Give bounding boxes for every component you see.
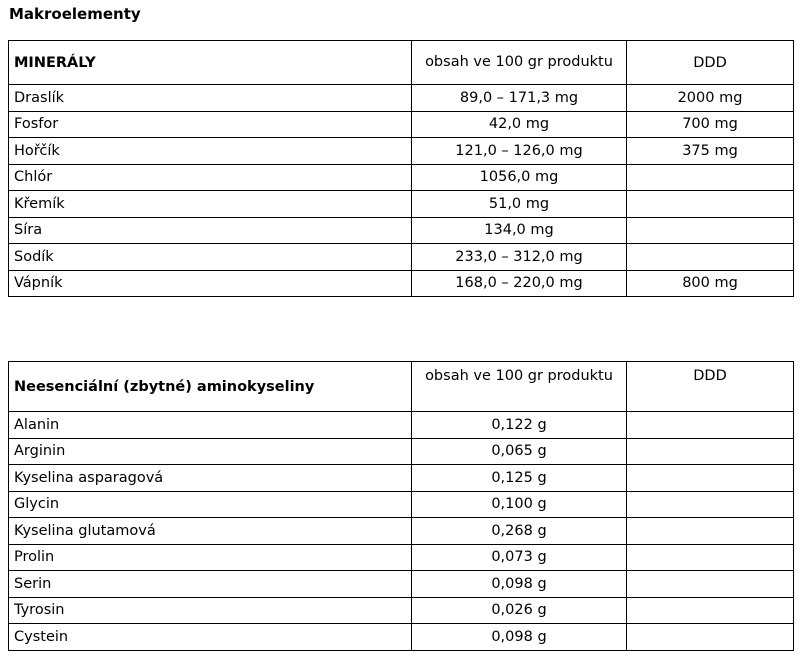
cell-ddd: 700 mg: [627, 111, 794, 138]
cell-name: Vápník: [9, 270, 412, 297]
cell-ddd: [627, 412, 794, 439]
cell-value: 89,0 – 171,3 mg: [412, 85, 627, 112]
cell-ddd: [627, 491, 794, 518]
table-row: [9, 571, 794, 598]
cell-value: 168,0 – 220,0 mg: [412, 270, 627, 297]
cell-ddd: [627, 164, 794, 191]
cell-ddd: [627, 191, 794, 218]
cell-name: Chlór: [9, 164, 412, 191]
cell-name: Draslík: [9, 85, 412, 112]
cell-name: Křemík: [9, 191, 412, 218]
cell-name: Hořčík: [9, 138, 412, 165]
table-row: [9, 491, 794, 518]
cell-ddd: [627, 244, 794, 271]
cell-name: Cystein: [9, 624, 412, 651]
cell-value: 51,0 mg: [412, 191, 627, 218]
cell-value: 134,0 mg: [412, 217, 627, 244]
cell-ddd: [627, 597, 794, 624]
aminoacids-table: [8, 361, 794, 651]
minerals-table: [8, 40, 794, 297]
cell-ddd: 375 mg: [627, 138, 794, 165]
table-row: [9, 270, 794, 297]
table-row: [9, 111, 794, 138]
cell-value: 233,0 – 312,0 mg: [412, 244, 627, 271]
cell-value: 0,098 g: [412, 624, 627, 651]
cell-name: Glycin: [9, 491, 412, 518]
cell-value: 42,0 mg: [412, 111, 627, 138]
cell-ddd: [627, 465, 794, 492]
column-header-ddd: DDD: [627, 41, 794, 85]
table-row: [9, 244, 794, 271]
table-row: [9, 217, 794, 244]
table-row: [9, 85, 794, 112]
cell-value: 1056,0 mg: [412, 164, 627, 191]
table-row: [9, 412, 794, 439]
table-row: [9, 518, 794, 545]
table-row: [9, 597, 794, 624]
cell-value: 0,100 g: [412, 491, 627, 518]
cell-name: Prolin: [9, 544, 412, 571]
cell-value: 0,268 g: [412, 518, 627, 545]
cell-ddd: 800 mg: [627, 270, 794, 297]
cell-value: 0,065 g: [412, 438, 627, 465]
table-header-row: [9, 362, 794, 412]
cell-ddd: [627, 624, 794, 651]
cell-name: Arginin: [9, 438, 412, 465]
cell-name: Síra: [9, 217, 412, 244]
table-row: [9, 191, 794, 218]
cell-value: 121,0 – 126,0 mg: [412, 138, 627, 165]
cell-ddd: 2000 mg: [627, 85, 794, 112]
table-row: [9, 138, 794, 165]
cell-value: 0,026 g: [412, 597, 627, 624]
cell-value: 0,073 g: [412, 544, 627, 571]
cell-ddd: [627, 438, 794, 465]
cell-name: Serin: [9, 571, 412, 598]
column-header-name: Neesenciální (zbytné) aminokyseliny: [9, 362, 412, 412]
column-header-content: obsah ve 100 gr produktu: [412, 41, 627, 85]
cell-value: 0,098 g: [412, 571, 627, 598]
cell-value: 0,125 g: [412, 465, 627, 492]
cell-ddd: [627, 544, 794, 571]
cell-ddd: [627, 571, 794, 598]
cell-value: 0,122 g: [412, 412, 627, 439]
cell-ddd: [627, 217, 794, 244]
table-row: [9, 164, 794, 191]
cell-name: Kyselina asparagová: [9, 465, 412, 492]
column-header-content: obsah ve 100 gr produktu: [412, 362, 627, 412]
column-header-name: MINERÁLY: [9, 41, 412, 85]
cell-name: Tyrosin: [9, 597, 412, 624]
table-row: [9, 465, 794, 492]
table-row: [9, 438, 794, 465]
cell-ddd: [627, 518, 794, 545]
cell-name: Sodík: [9, 244, 412, 271]
cell-name: Fosfor: [9, 111, 412, 138]
cell-name: Alanin: [9, 412, 412, 439]
section-heading: Makroelementy: [9, 5, 141, 23]
table-header-row: [9, 41, 794, 85]
table-row: [9, 544, 794, 571]
column-header-ddd: DDD: [627, 362, 794, 412]
table-row: [9, 624, 794, 651]
cell-name: Kyselina glutamová: [9, 518, 412, 545]
